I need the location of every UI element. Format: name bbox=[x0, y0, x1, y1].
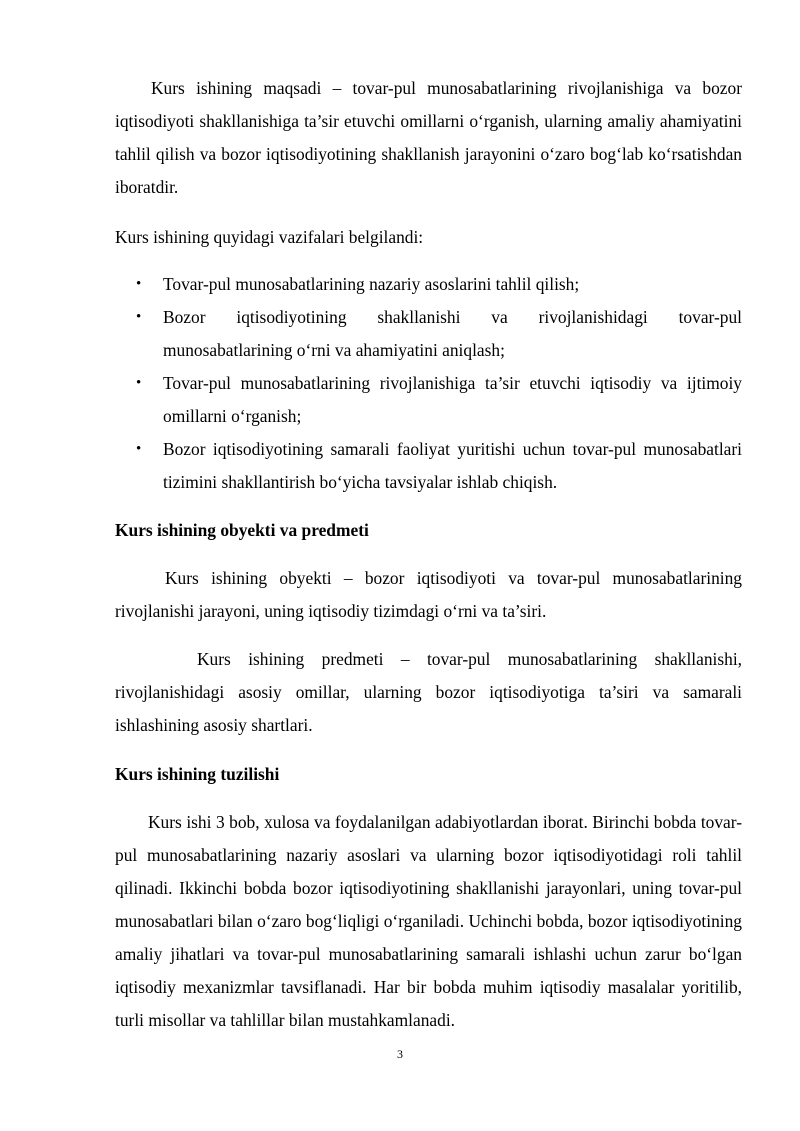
list-item-text: Tovar-pul munosabatlarining rivojlanishiga ta’sir etuvchi iqtisodiy va ijtimoiy omillarni o‘rganish; bbox=[163, 373, 742, 426]
list-item bbox=[115, 301, 742, 367]
page-number: 3 bbox=[397, 1047, 403, 1061]
list-item bbox=[115, 433, 742, 499]
object-paragraph: Kurs ishining obyekti – bozor iqtisodiyoti va tovar-pul munosabatlarining rivojlanishi jarayoni, uning iqtisodiy tizimdagi o‘rni va ta’siri. bbox=[115, 568, 742, 621]
tasks-intro: Kurs ishining quyidagi vazifalari belgilandi: bbox=[115, 227, 424, 247]
bullet-icon: • bbox=[136, 375, 142, 391]
list-item bbox=[115, 367, 742, 433]
bullet-icon: • bbox=[136, 309, 142, 325]
tasks-list bbox=[115, 268, 742, 499]
subject-paragraph: Kurs ishining predmeti – tovar-pul munosabatlarining shakllanishi, rivojlanishidagi asosiy omillar, ularning bozor iqtisodiyotiga ta’siri va samarali ishlashining asosiy shartlari. bbox=[115, 649, 742, 735]
bullet-icon: • bbox=[136, 276, 142, 292]
list-item-text: Tovar-pul munosabatlarining nazariy asoslarini tahlil qilish; bbox=[163, 274, 580, 294]
structure-paragraph: Kurs ishi 3 bob, xulosa va foydalanilgan adabiyotlardan iborat. Birinchi bobda tovar-pul munosabatlarining nazariy asoslari va ularning bozor iqtisodiyotidagi roli tahlil qilinadi. Ikkinchi bobda bozor iqtisodiyotining shakllanishi jarayonlari, uning tovar-pul munosabatlari bilan o‘zaro bog‘liqligi o‘rganiladi. Uchinchi bobda, bozor iqtisodiyotining amaliy jihatlari va tovar-pul munosabatlarining samarali ishlashi uchun zarur bo‘lgan iqtisodiy mexanizmlar tavsiflanadi. Har bir bobda muhim iqtisodiy masalalar yoritilib, turli misollar va tahlillar bilan mustahkamlanadi. bbox=[115, 812, 742, 1030]
document-page bbox=[115, 72, 742, 1037]
object-heading: Kurs ishining obyekti va predmeti bbox=[115, 520, 369, 540]
structure-heading: Kurs ishining tuzilishi bbox=[115, 764, 280, 784]
list-item-text: Bozor iqtisodiyotining samarali faoliyat yuritishi uchun tovar-pul munosabatlari tizimini shakllantirish bo‘yicha tavsiyalar ishlab chiqish. bbox=[163, 439, 742, 492]
intro-paragraph: Kurs ishining maqsadi – tovar-pul munosabatlarining rivojlanishiga va bozor iqtisodiyoti shakllanishiga ta’sir etuvchi omillarni o‘rganish, ularning amaliy ahamiyatini tahlil qilish va bozor iqtisodiyotining shakllanish jarayonini o‘zaro bog‘lab ko‘rsatishdan iboratdir. bbox=[115, 78, 742, 197]
bullet-icon: • bbox=[136, 441, 142, 457]
list-item bbox=[115, 268, 742, 301]
list-item-text: Bozor iqtisodiyotining shakllanishi va rivojlanishidagi tovar-pul munosabatlarining o‘rni va ahamiyatini aniqlash; bbox=[163, 307, 742, 360]
